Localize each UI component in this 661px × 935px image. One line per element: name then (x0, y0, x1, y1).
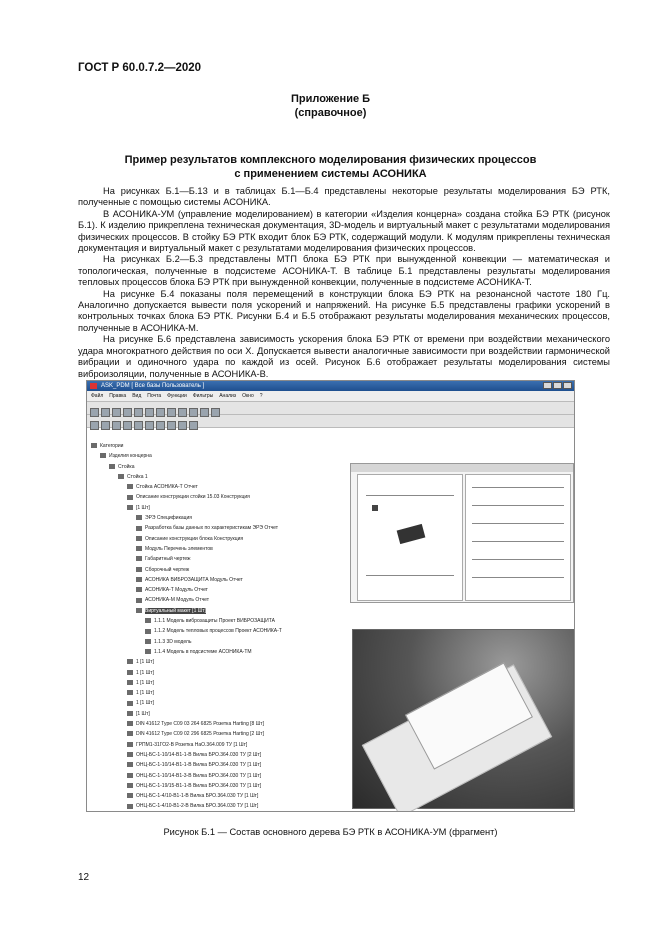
tree-node-label: Изделия концерна (109, 453, 152, 460)
app-icon (90, 383, 97, 389)
paragraph-4: На рисунке Б.4 показаны поля перемещений в конструкции блока БЭ РТК на резонансной частоте 180 Гц. Аналогично допускается вывести поля ускорений и напряжений. На рисунке Б.5 представлены графики ускорений в контрольных точках блока БЭ РТК. Рисунки Б.4 и Б.5 отображают результаты моделирования механических процессов, полученные в АСОНИКА-М. (78, 288, 610, 333)
tree-node[interactable] (91, 534, 361, 544)
tree-node[interactable] (91, 451, 361, 461)
toolbar-icon[interactable] (178, 421, 187, 430)
tree-node-icon (145, 639, 151, 644)
tree-node-label: [1 Шт] (136, 710, 150, 717)
tree-node[interactable] (91, 626, 361, 636)
tree-node[interactable] (91, 513, 361, 523)
tree-node[interactable] (91, 750, 361, 760)
menu-bar (87, 391, 574, 402)
tree-node[interactable] (91, 698, 361, 708)
tree-node-label: ОНЦ-БС-1-10/14-В1-1-В Вилка БРО.364.030 ТУ [2 Шт] (136, 751, 262, 758)
maximize-icon[interactable] (553, 382, 562, 389)
tree-node-label: АСОНИКА ВИБРОЗАЩИТА Модуль Отчет (145, 576, 243, 583)
tree-node[interactable] (91, 606, 361, 616)
tree-node-label: Стойка АСОНИКА-Т Отчет (136, 484, 198, 491)
minimize-icon[interactable] (543, 382, 552, 389)
toolbar-icon[interactable] (200, 408, 209, 417)
tree-node-label: 1 [1 Шт] (136, 669, 154, 676)
tree-node[interactable] (91, 585, 361, 595)
tree-node-icon (127, 505, 133, 510)
tree-node-label: Разработка базы данных по характеристикам ЭРЭ Отчет (145, 525, 279, 532)
tree-node[interactable] (91, 472, 361, 482)
tree-node-icon (127, 701, 133, 706)
tree-node-label: Сборочный чертеж (145, 566, 190, 573)
spec-table-page (465, 474, 571, 601)
tree-node-label: АСОНИКА-М Модуль Отчет (145, 597, 210, 604)
tree-node-label: АСОНИКА-Т Модуль Отчет (145, 587, 208, 594)
tree-node[interactable] (91, 678, 361, 688)
tree-node-icon (136, 536, 142, 541)
tree-node-icon (118, 474, 124, 479)
menu-item[interactable]: Анализ (219, 393, 237, 399)
tree-node-label: 1.1.3 3D модель (154, 638, 192, 645)
tree-node-icon (127, 742, 133, 747)
tree-node-icon (127, 762, 133, 767)
tree-node-label: 1.1.2 Модель тепловых процессов Проект АСОНИКА-Т (154, 628, 282, 635)
tree-node-icon (145, 629, 151, 634)
toolbar-icon[interactable] (156, 408, 165, 417)
toolbar-icon[interactable] (189, 408, 198, 417)
tree-node[interactable] (91, 709, 361, 719)
toolbar-primary (87, 402, 574, 415)
drawing-part-icon (397, 524, 426, 544)
tree-node-icon (127, 773, 133, 778)
tree-node-icon (127, 731, 133, 736)
tree-node-icon (127, 752, 133, 757)
tree-node-icon (136, 546, 142, 551)
tree-node[interactable] (91, 616, 361, 626)
tree-node-label: Виртуальный макет [1 Шт] (145, 607, 207, 614)
tree-node-label: ОНЦ-БС-1-10/14-В1-3-В Вилка БРО.364.030 ТУ [1 Шт] (136, 772, 262, 779)
inset-toolbar (351, 464, 573, 472)
tree-node[interactable] (91, 441, 361, 451)
toolbar-icon[interactable] (112, 408, 121, 417)
toolbar-icon[interactable] (167, 421, 176, 430)
toolbar-icon[interactable] (145, 421, 154, 430)
toolbar-icon[interactable] (112, 421, 121, 430)
tree-node-label: [1 Шт] (136, 504, 150, 511)
tree-node[interactable] (91, 523, 361, 533)
tree-node-label: 1 [1 Шт] (136, 690, 154, 697)
toolbar-icon[interactable] (90, 408, 99, 417)
tree-node-label: ОНЦ-БС-1-10/14-В1-1-В Вилка БРО.364.030 ТУ [1 Шт] (136, 762, 262, 769)
tree-node-label: ОНЦ-БС-1-4/10-В1-2-В Вилка БРО.364.030 ТУ [1 Шт] (136, 803, 259, 810)
tree-node-icon (127, 721, 133, 726)
tree-node-icon (136, 567, 142, 572)
tree-node-icon (127, 711, 133, 716)
tree-node-icon (127, 495, 133, 500)
tree-node-label: Модуль Перечень элементов (145, 545, 213, 552)
tree-node-label: ГРПМ1-31ГО2-В Розетка НаО.364.009 ТУ [1 Шт] (136, 741, 248, 748)
tree-node[interactable] (91, 462, 361, 472)
close-icon[interactable] (563, 382, 572, 389)
appendix-subtitle: (справочное) (294, 107, 367, 119)
tree-node[interactable] (91, 760, 361, 770)
tree-node[interactable] (91, 740, 361, 750)
tree-node-icon (136, 577, 142, 582)
drawing-part-icon (372, 505, 378, 511)
tree-node-icon (136, 556, 142, 561)
toolbar-icon[interactable] (167, 408, 176, 417)
tree-node[interactable] (91, 781, 361, 791)
tree-node-label: ОНЦ-БС-1-4/10-В1-1-В Вилка БРО.364.030 ТУ [1 Шт] (136, 793, 259, 800)
tree-node-icon (127, 680, 133, 685)
tree-node-icon (127, 804, 133, 809)
menu-item[interactable]: Фильтры (192, 393, 214, 399)
document-header: ГОСТ Р 60.0.7.2—2020 (78, 62, 202, 74)
tree-node[interactable] (91, 575, 361, 585)
toolbar-icon[interactable] (178, 408, 187, 417)
window-controls (542, 382, 572, 393)
section-title-line1: Пример результатов комплексного моделирования физических процессов (124, 154, 537, 166)
tree-node-label: 1.1.1 Модель виброзащиты Проект ВИБРОЗАЩИТА (154, 618, 275, 625)
menu-item[interactable]: Вид (132, 393, 142, 399)
section-title-line2: с применением системы АСОНИКА (234, 168, 427, 180)
tree-node-label: Описание конструкции стойки 15.03 Конструкция (136, 494, 250, 501)
menu-item[interactable]: Файл (91, 393, 104, 399)
tree-node-label: Стойка (118, 463, 135, 470)
toolbar-icon[interactable] (123, 421, 132, 430)
body-text (78, 186, 610, 380)
toolbar-icon[interactable] (123, 408, 132, 417)
3d-model-inset (352, 629, 574, 809)
paragraph-3: На рисунках Б.2—Б.3 представлены МТП блока БЭ РТК при вынужденной конвекции — математическая и топологическая, полученные в подсистеме АСОНИКА-Т. В таблице Б.1 представлены результаты моделирования тепловых процессов блока БЭ РТК при вынужденной конвекции, полученные в подсистеме АСОНИКА-Т. (78, 254, 610, 288)
window-titlebar (87, 381, 574, 391)
tree-node[interactable] (91, 544, 361, 554)
tree-node[interactable] (91, 801, 361, 811)
tree-node-icon (136, 587, 142, 592)
tree-node[interactable] (91, 688, 361, 698)
drawing-page (357, 474, 463, 601)
figure-screenshot (86, 380, 575, 812)
tree-node-label: Габаритный чертеж (145, 556, 191, 563)
tree-node[interactable] (91, 657, 361, 667)
menu-item[interactable]: Функции (167, 393, 187, 399)
toolbar-icon[interactable] (101, 421, 110, 430)
tree-node[interactable] (91, 791, 361, 801)
menu-item[interactable]: ? (259, 393, 263, 399)
tree-node-icon (127, 670, 133, 675)
product-tree (91, 441, 361, 812)
tree-node-icon (100, 453, 106, 458)
menu-item[interactable]: Правка (109, 393, 127, 399)
tree-node-label: 1 [1 Шт] (136, 659, 154, 666)
paragraph-1: На рисунках Б.1—Б.13 и в таблицах Б.1—Б.4 представлены некоторые результаты моделирования БЭ РТК, полученные с помощью системы АСОНИКА. (78, 186, 610, 208)
toolbar-icon[interactable] (156, 421, 165, 430)
paragraph-5: На рисунке Б.6 представлена зависимость ускорения блока БЭ РТК от времени при воздействии механического удара многократного действия по оси X. Допускается вывести аналогичные зависимости при воздействии гармонической вибрации и одиночного удара по каждой из осей. Рисунок Б.6 отображает результаты моделирования системы виброизоляции, полученные в АСОНИКА-В. (78, 334, 610, 379)
tree-node-label: ОНЦ-БС-1-19/15-В1-1-В Вилка БРО.364.030 ТУ [1 Шт] (136, 782, 262, 789)
tree-node-icon (136, 608, 142, 613)
tree-node[interactable] (91, 554, 361, 564)
tree-node[interactable] (91, 668, 361, 678)
tree-node[interactable] (91, 771, 361, 781)
toolbar-icon[interactable] (189, 421, 198, 430)
tree-node-icon (91, 443, 97, 448)
figure-caption: Рисунок Б.1 — Состав основного дерева БЭ РТК в АСОНИКА-УМ (фрагмент) (163, 827, 498, 837)
document-preview-inset (350, 463, 574, 603)
tree-node[interactable] (91, 503, 361, 513)
tree-node-icon (127, 659, 133, 664)
tree-node-icon (136, 526, 142, 531)
toolbar-icon[interactable] (134, 421, 143, 430)
tree-node-label: Категории (100, 443, 124, 449)
window-title: ASK_PDM [ Все базы Пользователь ] (101, 383, 205, 389)
tree-node-icon (109, 464, 115, 469)
page-number: 12 (78, 872, 90, 883)
tree-node-icon (127, 783, 133, 788)
tree-node[interactable] (91, 482, 361, 492)
tree-node-label: DIN 41612 Type C09 02 296 6825 Розетка Harting [2 Шт] (136, 731, 264, 738)
toolbar-icon[interactable] (90, 421, 99, 430)
tree-node-icon (145, 618, 151, 623)
tree-node-label: 1 [1 Шт] (136, 700, 154, 707)
tree-node[interactable] (91, 637, 361, 647)
toolbar-secondary (87, 415, 574, 428)
paragraph-2: В АСОНИКА-УМ (управление моделированием) в категории «Изделия концерна» создана стойка БЭ РТК (рисунок Б.1). К изделию прикреплена техническая документация, 3D-модель и виртуальный макет с результатами моделирования физических процессов. В стойку БЭ РТК входит блок БЭ РТК, содержащий модули. К модулям прикреплены техническая документация и виртуальный макет с результатами моделирования физических процессов. (78, 208, 610, 254)
tree-node-label: Стойка 1 (127, 473, 148, 480)
menu-item[interactable]: Почта (147, 393, 162, 399)
tree-node-label: ЭРЭ Спецификация (145, 515, 193, 522)
tree-node-label: DIN 41612 Type C09 03 264 6825 Розетка Harting [8 Шт] (136, 721, 264, 728)
tree-node-label: Описание конструкции блока Конструкция (145, 535, 244, 542)
tree-node[interactable] (91, 729, 361, 739)
tree-node[interactable] (91, 719, 361, 729)
tree-node-icon (145, 649, 151, 654)
tree-node-icon (127, 484, 133, 489)
tree-node-label: 1 [1 Шт] (136, 679, 154, 686)
toolbar-icon[interactable] (211, 408, 220, 417)
tree-node-icon (136, 598, 142, 603)
tree-node[interactable] (91, 492, 361, 502)
toolbar-icon[interactable] (145, 408, 154, 417)
tree-node[interactable] (91, 565, 361, 575)
tree-node[interactable] (91, 595, 361, 605)
tree-node-icon (127, 690, 133, 695)
tree-node-icon (136, 515, 142, 520)
toolbar-icon[interactable] (101, 408, 110, 417)
tree-node-label: 1.1.4 Модель в подсистеме АСОНИКА-ТМ (154, 648, 252, 655)
toolbar-icon[interactable] (134, 408, 143, 417)
appendix-title: Приложение Б (290, 93, 371, 105)
menu-item[interactable]: Окно (242, 393, 254, 399)
tree-node-icon (127, 793, 133, 798)
tree-node[interactable] (91, 647, 361, 657)
